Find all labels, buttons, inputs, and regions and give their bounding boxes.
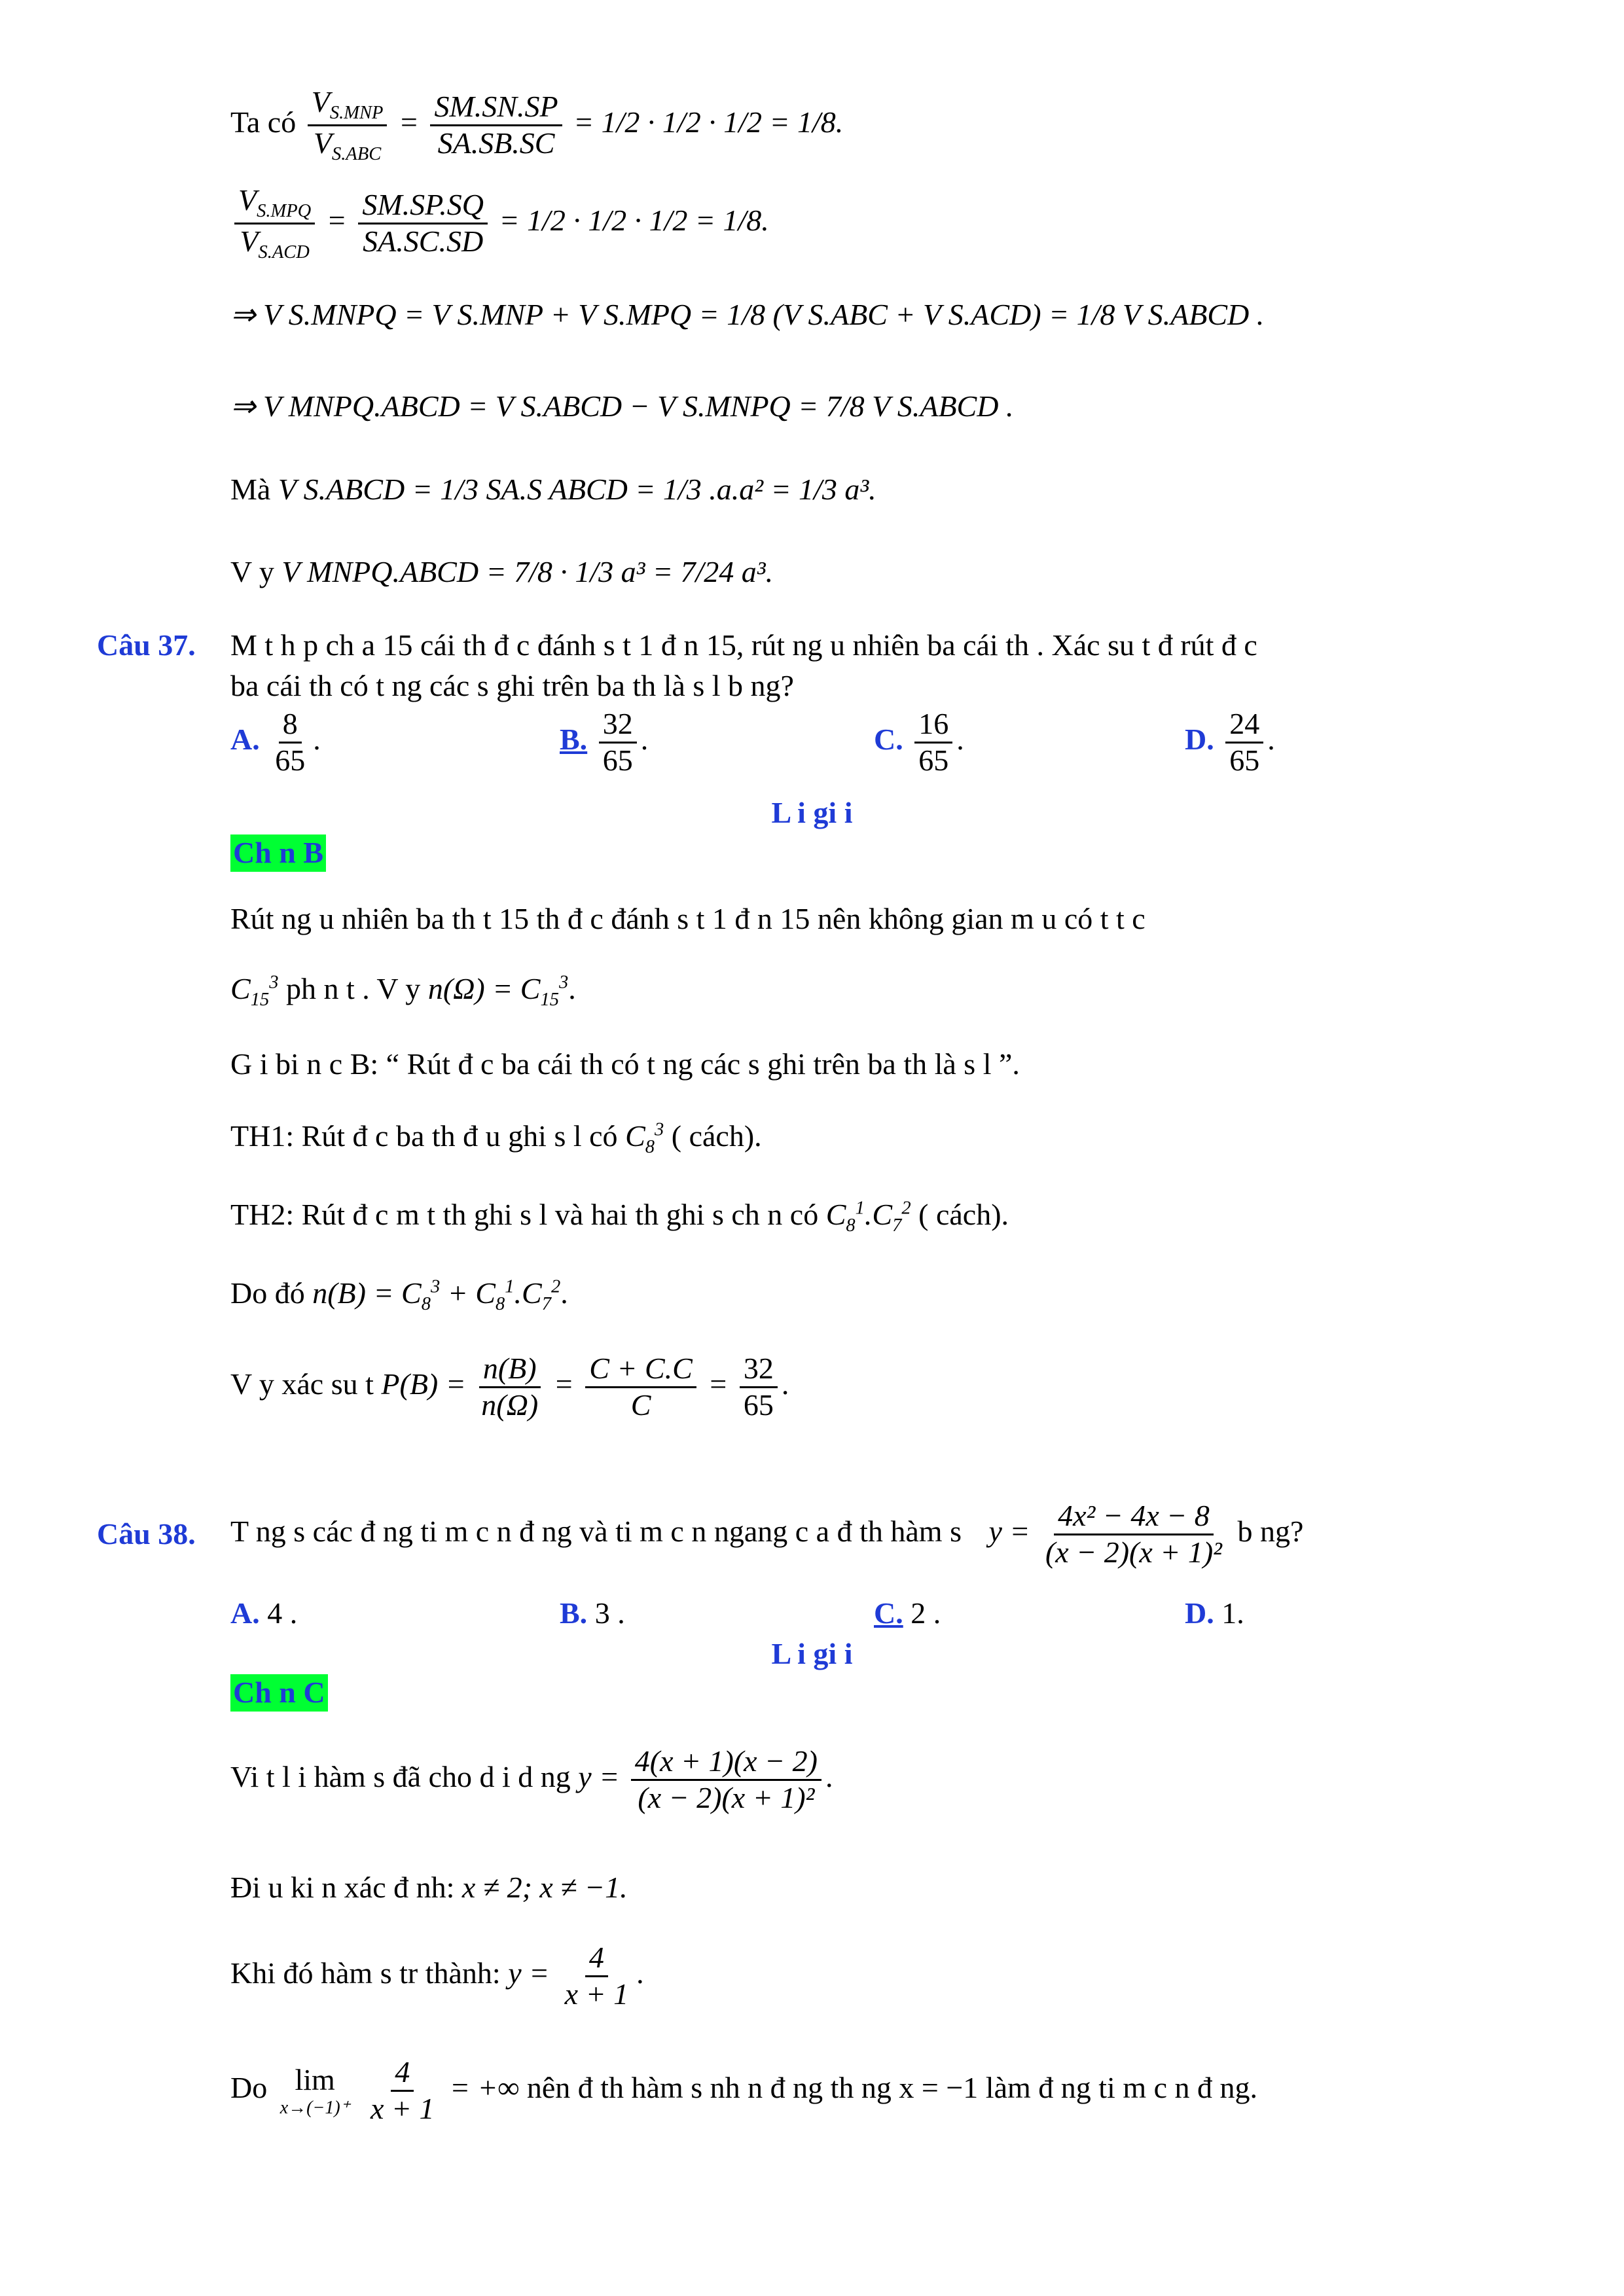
answer-a[interactable]: A. $\frac{8}{65}$ . — [230, 707, 321, 777]
ratio-tail: = 1/2 · 1/2 · 1/2 = 1/8. — [499, 204, 769, 238]
ratio-tail: = 1/2 · 1/2 · 1/2 = 1/8. — [573, 105, 844, 139]
probability-result: V y xác su t P(B) = $\frac{n(B)}{n(\Omega)}$ = $\frac{C + C.C}{C}$ = $\frac{32}{65}$ . — [230, 1352, 789, 1422]
ratio-line-2: $\frac{V_{S.MPQ}}{V_{S.ACD}}$ = $\frac{SM.SP.SQ}{SA.SC.SD}$ = 1/2 · 1/2 · 1/2 = 1/8. — [230, 183, 769, 264]
answer-b[interactable]: B. $\frac{32}{65}$ . — [560, 707, 649, 777]
limit-line: Do lim x→(−1)⁺ $\frac{4}{x + 1}$ = +∞ nên đ th hàm s nh n đ ng th ng x = −1 làm đ ng ti m c n đ ng. — [230, 2055, 1258, 2125]
answer-d[interactable]: D. 1. — [1185, 1596, 1244, 1630]
domain-condition: Đi u ki n xác đ nh: x ≠ 2; x ≠ −1. — [230, 1871, 628, 1904]
question-38-text: T ng s các đ ng ti m c n đ ng và ti m c n ngang c a đ th hàm s y = $\frac{\text{4x² − 4x − 8}}{\text{(x − 2)(x + 1)²}}$ b ng? — [230, 1499, 1304, 1569]
answer-c[interactable]: C. $\frac{16}{65}$ . — [874, 707, 964, 777]
event-count: Do đó $n(B) = C_8^3 + C_8^1.C_7^2$. — [230, 1276, 568, 1315]
fraction: $\frac{4(x + 1)(x - 2)}{\text{(x − 2)(x + 1)²}}$ — [631, 1744, 821, 1816]
sample-space-line: $C_{15}^3$ ph n t . V y $n(\Omega) = C_{15}^3$. — [230, 972, 576, 1011]
fraction: $\frac{4}{x + 1}$ — [564, 1941, 629, 2011]
event-definition: G i bi n c B: “ Rút đ c ba cái th có t ng các s ghi trên ba th là s l ”. — [230, 1047, 1020, 1081]
ratio-line-1: Ta có $\frac{V_{S.MNP}}{V_{S.ABC}}$ = $\frac{SM.SN.SP}{SA.SB.SC}$ = 1/2 · 1/2 · 1/2 = 1/8. — [230, 85, 844, 165]
choice-badge: Ch n C — [230, 1674, 328, 1712]
conclusion-volume-line: V y V MNPQ.ABCD = 7/8 · 1/3 a³ = 7/24 a³. — [230, 555, 774, 588]
answer-fraction: $\frac{16}{65}$ — [914, 707, 952, 778]
answer-c[interactable]: C. 2 . — [874, 1596, 941, 1630]
solution-text: Rút ng u nhiên ba th t 15 th đ c đánh s t 1 đ n 15 nên không gian m u có t t c — [230, 902, 1146, 935]
fraction: $\frac{SM.SP.SQ}{SA.SC.SD}$ — [358, 188, 488, 259]
volume-difference-line: ⇒ V MNPQ.ABCD = V S.ABCD − V S.MNPQ = 7/8 V S.ABCD . — [230, 389, 1014, 423]
question-37-text-2: ba cái th có t ng các s ghi trên ba th là s l b ng? — [230, 669, 794, 702]
fraction: $\frac{SM.SN.SP}{SA.SB.SC}$ — [430, 90, 562, 161]
pyramid-volume-line: Mà V S.ABCD = 1/3 SA.S ABCD = 1/3 .a.a² = 1/3 a³. — [230, 473, 876, 506]
answer-b[interactable]: B. 3 . — [560, 1596, 625, 1630]
question-38-label: Câu 38. — [97, 1517, 196, 1551]
fraction: $\frac{32}{65}$ — [740, 1352, 778, 1423]
choice-badge: Ch n B — [230, 834, 326, 872]
case-1: TH1: Rút đ c ba th đ u ghi s l có $C_8^3$ ( cách). — [230, 1119, 762, 1158]
answer-fraction: $\frac{24}{65}$ — [1225, 707, 1263, 778]
answer-a[interactable]: A. 4 . — [230, 1596, 298, 1630]
fraction: $\frac{\text{4x² − 4x − 8}}{\text{(x − 2)(x + 1)²}}$ — [1045, 1499, 1222, 1569]
solution-heading: L i gi i — [771, 1637, 853, 1670]
answer-fraction: $\frac{32}{65}$ — [599, 707, 637, 778]
volume-sum-line: ⇒ V S.MNPQ = V S.MNP + V S.MPQ = 1/8 (V S.ABC + V S.ACD) = 1/8 V S.ABCD . — [230, 298, 1265, 331]
fraction: $\frac{V_{S.MNP}}{V_{S.ABC}}$ — [308, 85, 388, 166]
rewrite-function: Vi t l i hàm s đã cho d i d ng y = $\frac{4(x + 1)(x - 2)}{\text{(x − 2)(x + 1)²}}$ . — [230, 1744, 833, 1814]
fraction: $\frac{V_{S.MPQ}}{V_{S.ACD}}$ — [234, 183, 315, 264]
answer-fraction: $\frac{8}{65}$ — [275, 707, 306, 777]
question-37-label: Câu 37. — [97, 628, 196, 662]
solution-heading: L i gi i — [771, 796, 853, 829]
case-2: TH2: Rút đ c m t th ghi s l và hai th ghi s ch n có $C_8^1.C_7^2$ ( cách). — [230, 1198, 1009, 1236]
question-37-text-1: M t h p ch a 15 cái th đ c đánh s t 1 đ n 15, rút ng u nhiên ba cái th . Xác su t đ rút đ c — [230, 628, 1257, 662]
fraction: $\frac{C + C.C}{C}$ — [585, 1352, 696, 1423]
fraction: $\frac{n(B)}{n(\Omega)}$ — [477, 1352, 542, 1423]
text-intro: Ta có — [230, 105, 297, 139]
answer-d[interactable]: D. $\frac{24}{65}$ . — [1185, 707, 1275, 777]
simplified-function: Khi đó hàm s tr thành: y = $\frac{4}{x + 1}$ . — [230, 1941, 644, 2011]
fraction: $\frac{4}{x + 1}$ — [370, 2055, 435, 2125]
